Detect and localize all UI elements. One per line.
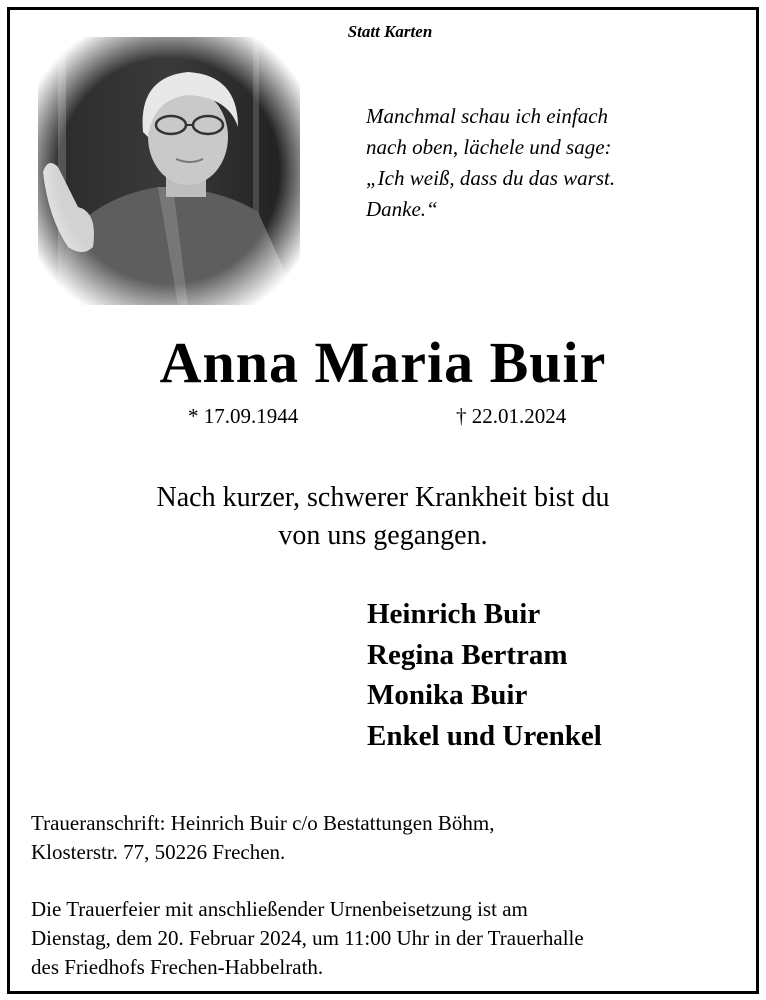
service-line: des Friedhofs Frechen-Habbelrath. [31, 955, 324, 979]
message-line: Nach kurzer, schwerer Krankheit bist du [156, 482, 610, 513]
portrait-photo [38, 37, 300, 305]
portrait-image [38, 37, 300, 305]
birth-date: * 17.09.1944 [188, 404, 299, 428]
quote-line: Manchmal schau ich einfach [366, 104, 609, 128]
family-member: Heinrich Buir [367, 598, 541, 630]
family-list [367, 594, 602, 756]
funeral-service-info [31, 895, 584, 982]
family-member: Regina Bertram [367, 638, 568, 671]
death-date: † 22.01.2024 [456, 404, 567, 428]
deceased-name: Anna Maria Buir [159, 330, 607, 395]
address-line: Traueranschrift: Heinrich Buir c/o Bestattungen Böhm, [31, 811, 495, 835]
mourning-address [31, 809, 494, 867]
quote-block [366, 101, 726, 225]
address-line: Klosterstr. 77, 50226 Frechen. [31, 840, 286, 864]
condolence-message [0, 479, 766, 555]
family-member: Enkel und Urenkel [367, 719, 602, 752]
quote-line: „Ich weiß, dass du das warst. [366, 166, 616, 190]
quote-line: nach oben, lächele und sage: [366, 135, 612, 159]
message-line: von uns gegangen. [278, 520, 488, 551]
service-line: Dienstag, dem 20. Februar 2024, um 11:00 Uhr in der Trauerhalle [31, 926, 584, 950]
quote-line: Danke.“ [366, 197, 438, 221]
header-statt-karten: Statt Karten [347, 22, 433, 41]
family-member: Monika Buir [367, 679, 528, 711]
service-line: Die Trauerfeier mit anschließender Urnenbeisetzung ist am [31, 897, 528, 921]
